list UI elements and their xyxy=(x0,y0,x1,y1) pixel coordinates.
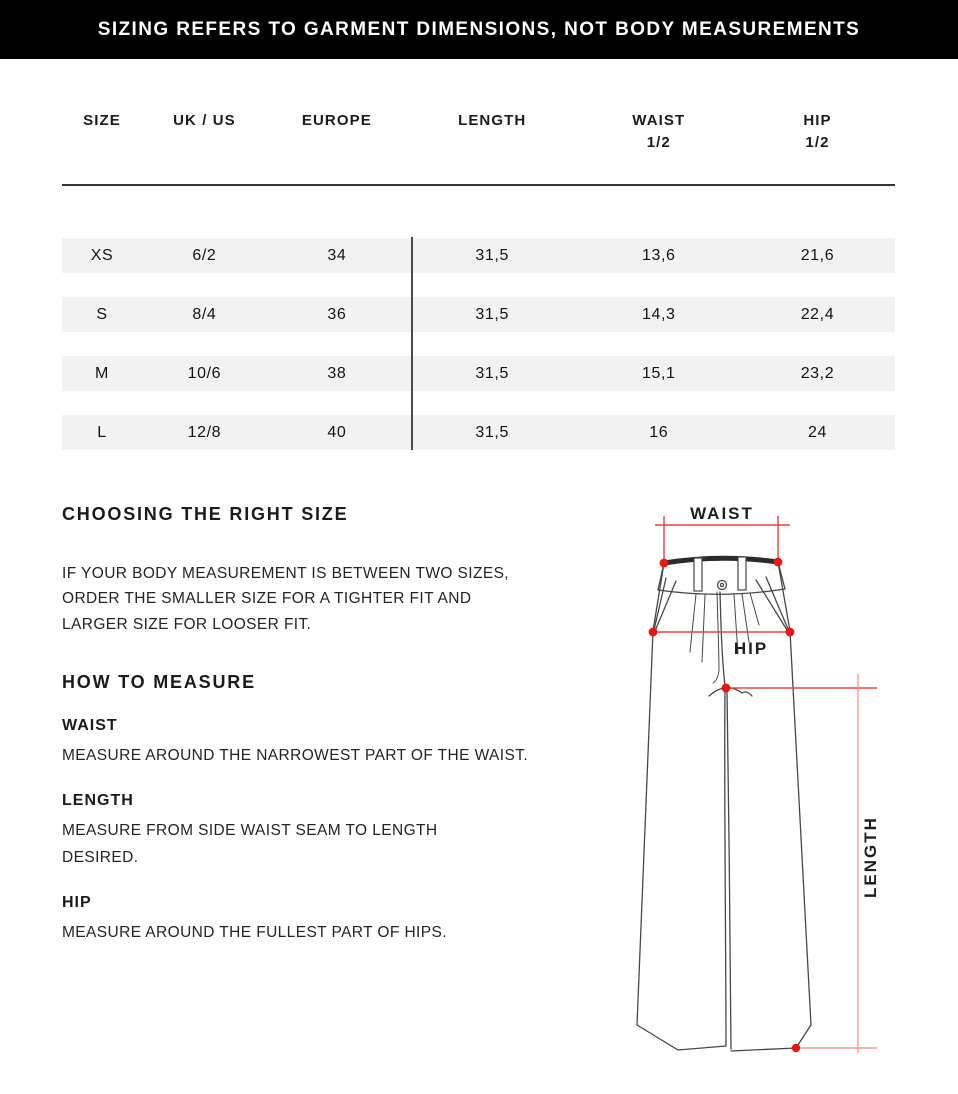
table-row-s xyxy=(62,297,895,332)
column-header-size: SIZE xyxy=(83,112,121,129)
pants-measurement-diagram xyxy=(608,494,958,1094)
pants-outline xyxy=(637,557,811,1051)
cell-waist: 14,3 xyxy=(642,306,676,323)
cell-size: XS xyxy=(90,247,114,264)
button-icon xyxy=(718,581,727,590)
cell-hip: 23,2 xyxy=(800,365,835,382)
crotch-dot xyxy=(722,684,731,693)
measure-def-waist: MEASURE AROUND THE NARROWEST PART OF THE WAIST. xyxy=(62,747,529,764)
measure-def-length-line-2: DESIRED. xyxy=(62,849,139,866)
table-header-divider xyxy=(62,184,895,186)
cell-europe: 34 xyxy=(327,247,347,264)
pants-diagram-svg xyxy=(608,494,958,1094)
measure-term-waist: WAIST xyxy=(62,717,118,734)
measure-def-length-line-1: MEASURE FROM SIDE WAIST SEAM TO LENGTH xyxy=(62,822,438,839)
measure-item-waist xyxy=(62,716,528,769)
hip-right-dot xyxy=(786,628,795,637)
cell-waist: 16 xyxy=(649,424,669,441)
hem-dot xyxy=(792,1044,800,1052)
table-column-divider xyxy=(411,237,413,450)
cell-size: S xyxy=(96,306,108,323)
hip-left-dot xyxy=(649,628,658,637)
how-to-measure-heading: HOW TO MEASURE xyxy=(62,672,256,692)
column-header-waist: WAIST 1/2 xyxy=(632,112,686,151)
cell-length: 31,5 xyxy=(475,247,509,264)
measure-def-hip: MEASURE AROUND THE FULLEST PART OF HIPS. xyxy=(62,924,447,941)
sizing-disclaimer-text: SIZING REFERS TO GARMENT DIMENSIONS, NOT BODY MEASUREMENTS xyxy=(97,18,861,40)
table-row-m xyxy=(62,356,895,391)
cell-europe: 38 xyxy=(327,365,347,382)
choosing-size-heading: CHOOSING THE RIGHT SIZE xyxy=(62,504,349,524)
measure-item-length xyxy=(62,791,437,871)
cell-length: 31,5 xyxy=(475,365,509,382)
waist-diagram-label: WAIST xyxy=(690,504,754,523)
column-header-uk-us: UK / US xyxy=(173,112,236,129)
column-header-hip: HIP 1/2 xyxy=(803,112,832,151)
cell-waist: 13,6 xyxy=(642,247,676,264)
column-header-length: LENGTH xyxy=(458,112,527,129)
cell-europe: 36 xyxy=(327,306,347,323)
cell-length: 31,5 xyxy=(475,306,509,323)
waist-left-dot xyxy=(660,559,669,568)
cell-size: L xyxy=(97,424,107,441)
measurement-annotations xyxy=(649,516,877,1053)
measure-item-hip xyxy=(62,893,447,946)
cell-length: 31,5 xyxy=(475,424,509,441)
cell-hip: 21,6 xyxy=(800,247,835,264)
sizing-disclaimer-banner xyxy=(0,0,958,59)
cell-size: M xyxy=(95,365,109,382)
choosing-size-line-3: LARGER SIZE FOR LOOSER FIT. xyxy=(62,615,312,633)
cell-waist: 15,1 xyxy=(642,365,676,382)
length-diagram-label: LENGTH xyxy=(861,816,880,898)
cell-europe: 40 xyxy=(327,424,347,441)
cell-hip: 22,4 xyxy=(800,306,835,323)
choosing-size-body xyxy=(62,561,509,637)
belt-loop-left xyxy=(694,558,702,591)
waist-right-dot xyxy=(774,558,783,567)
belt-loop-right xyxy=(738,557,746,590)
choosing-size-line-1: IF YOUR BODY MEASUREMENT IS BETWEEN TWO SIZES, xyxy=(62,565,510,582)
hip-diagram-label: HIP xyxy=(733,639,769,658)
size-table-header xyxy=(62,110,895,154)
cell-hip: 24 xyxy=(807,424,827,441)
measure-term-hip: HIP xyxy=(62,894,92,911)
cell-uk-us: 10/6 xyxy=(187,365,222,382)
cell-uk-us: 8/4 xyxy=(192,306,217,323)
measure-term-length: LENGTH xyxy=(62,792,134,809)
column-header-europe: EUROPE xyxy=(301,112,372,129)
table-row-xs xyxy=(62,238,895,273)
cell-uk-us: 12/8 xyxy=(187,424,222,441)
cell-uk-us: 6/2 xyxy=(192,247,217,264)
table-row-l xyxy=(62,415,895,450)
choosing-size-line-2: ORDER THE SMALLER SIZE FOR A TIGHTER FIT AND xyxy=(62,590,472,608)
